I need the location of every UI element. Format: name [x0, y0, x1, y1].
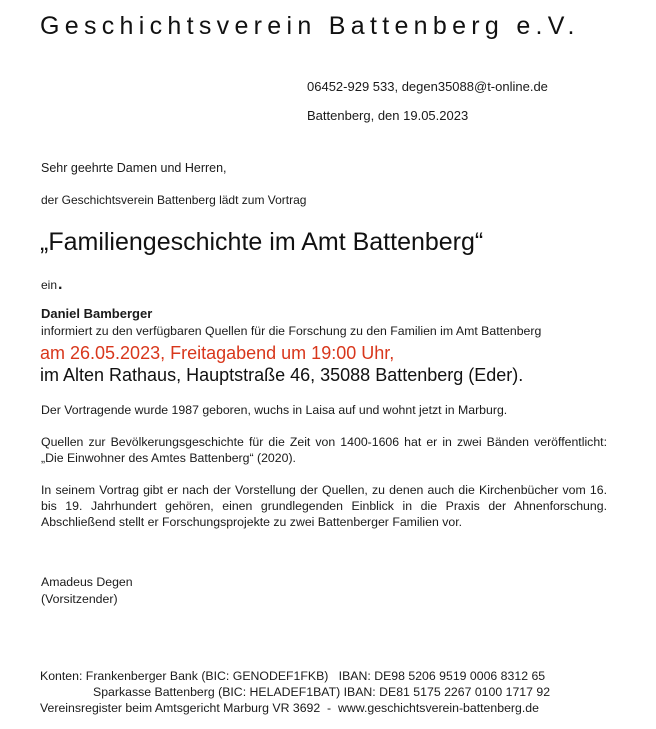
event-datetime: am 26.05.2023, Freitagabend um 19:00 Uhr,: [40, 343, 395, 363]
salutation: Sehr geehrte Damen und Herren,: [41, 161, 227, 175]
place-date: Battenberg, den 19.05.2023: [307, 108, 469, 123]
ein-word: ein: [41, 278, 58, 292]
talk-title: „Familiengeschichte im Amt Battenberg“: [40, 228, 484, 256]
event-venue: im Alten Rathaus, Hauptstraße 46, 35088 Battenberg (Eder).: [40, 365, 524, 385]
footer-bank-line-2: Sparkasse Battenberg (BIC: HELADEF1BAT) IBAN: DE81 5175 2267 0100 1717 92: [93, 685, 551, 699]
letterhead-org-name: Geschichtsverein Battenberg e.V.: [40, 12, 580, 40]
speaker-info: informiert zu den verfügbaren Quellen für die Forschung zu den Familien im Amt Battenberg: [41, 324, 542, 338]
paragraph-publication: Quellen zur Bevölkerungsgeschichte für die Zeit von 1400-1606 hat er in zwei Bänden veröffentlicht: „Die Einwohner des Amtes Battenberg“ (2020).: [41, 435, 607, 465]
sender-contact: 06452-929 533, degen35088@t-online.de: [307, 79, 548, 94]
speaker-name: Daniel Bamberger: [41, 306, 153, 321]
invite-line: der Geschichtsverein Battenberg lädt zum Vortrag: [41, 193, 307, 207]
ein-dot: .: [58, 276, 63, 293]
paragraph-talk-content: In seinem Vortrag gibt er nach der Vorstellung der Quellen, zu denen auch die Kirchenbücher vom 16. bis 19. Jahrhundert gehören, einen grundlegenden Einblick in die Praxis der Ahnenforschung. Abschließend stellt er Forschungsprojekte zu zwei Battenberger Familien vor.: [41, 483, 607, 529]
paragraph-speaker-bio: Der Vortragende wurde 1987 geboren, wuchs in Laisa auf und wohnt jetzt in Marburg.: [41, 403, 508, 417]
signer-role: (Vorsitzender): [41, 592, 118, 606]
ein-line: [41, 276, 62, 294]
signer-name: Amadeus Degen: [41, 575, 133, 589]
footer-register-line: Vereinsregister beim Amtsgericht Marburg VR 3692 - www.geschichtsverein-battenberg.de: [40, 701, 539, 715]
footer-bank-line-1: Konten: Frankenberger Bank (BIC: GENODEF1FKB) IBAN: DE98 5206 9519 0006 8312 65: [40, 669, 546, 683]
